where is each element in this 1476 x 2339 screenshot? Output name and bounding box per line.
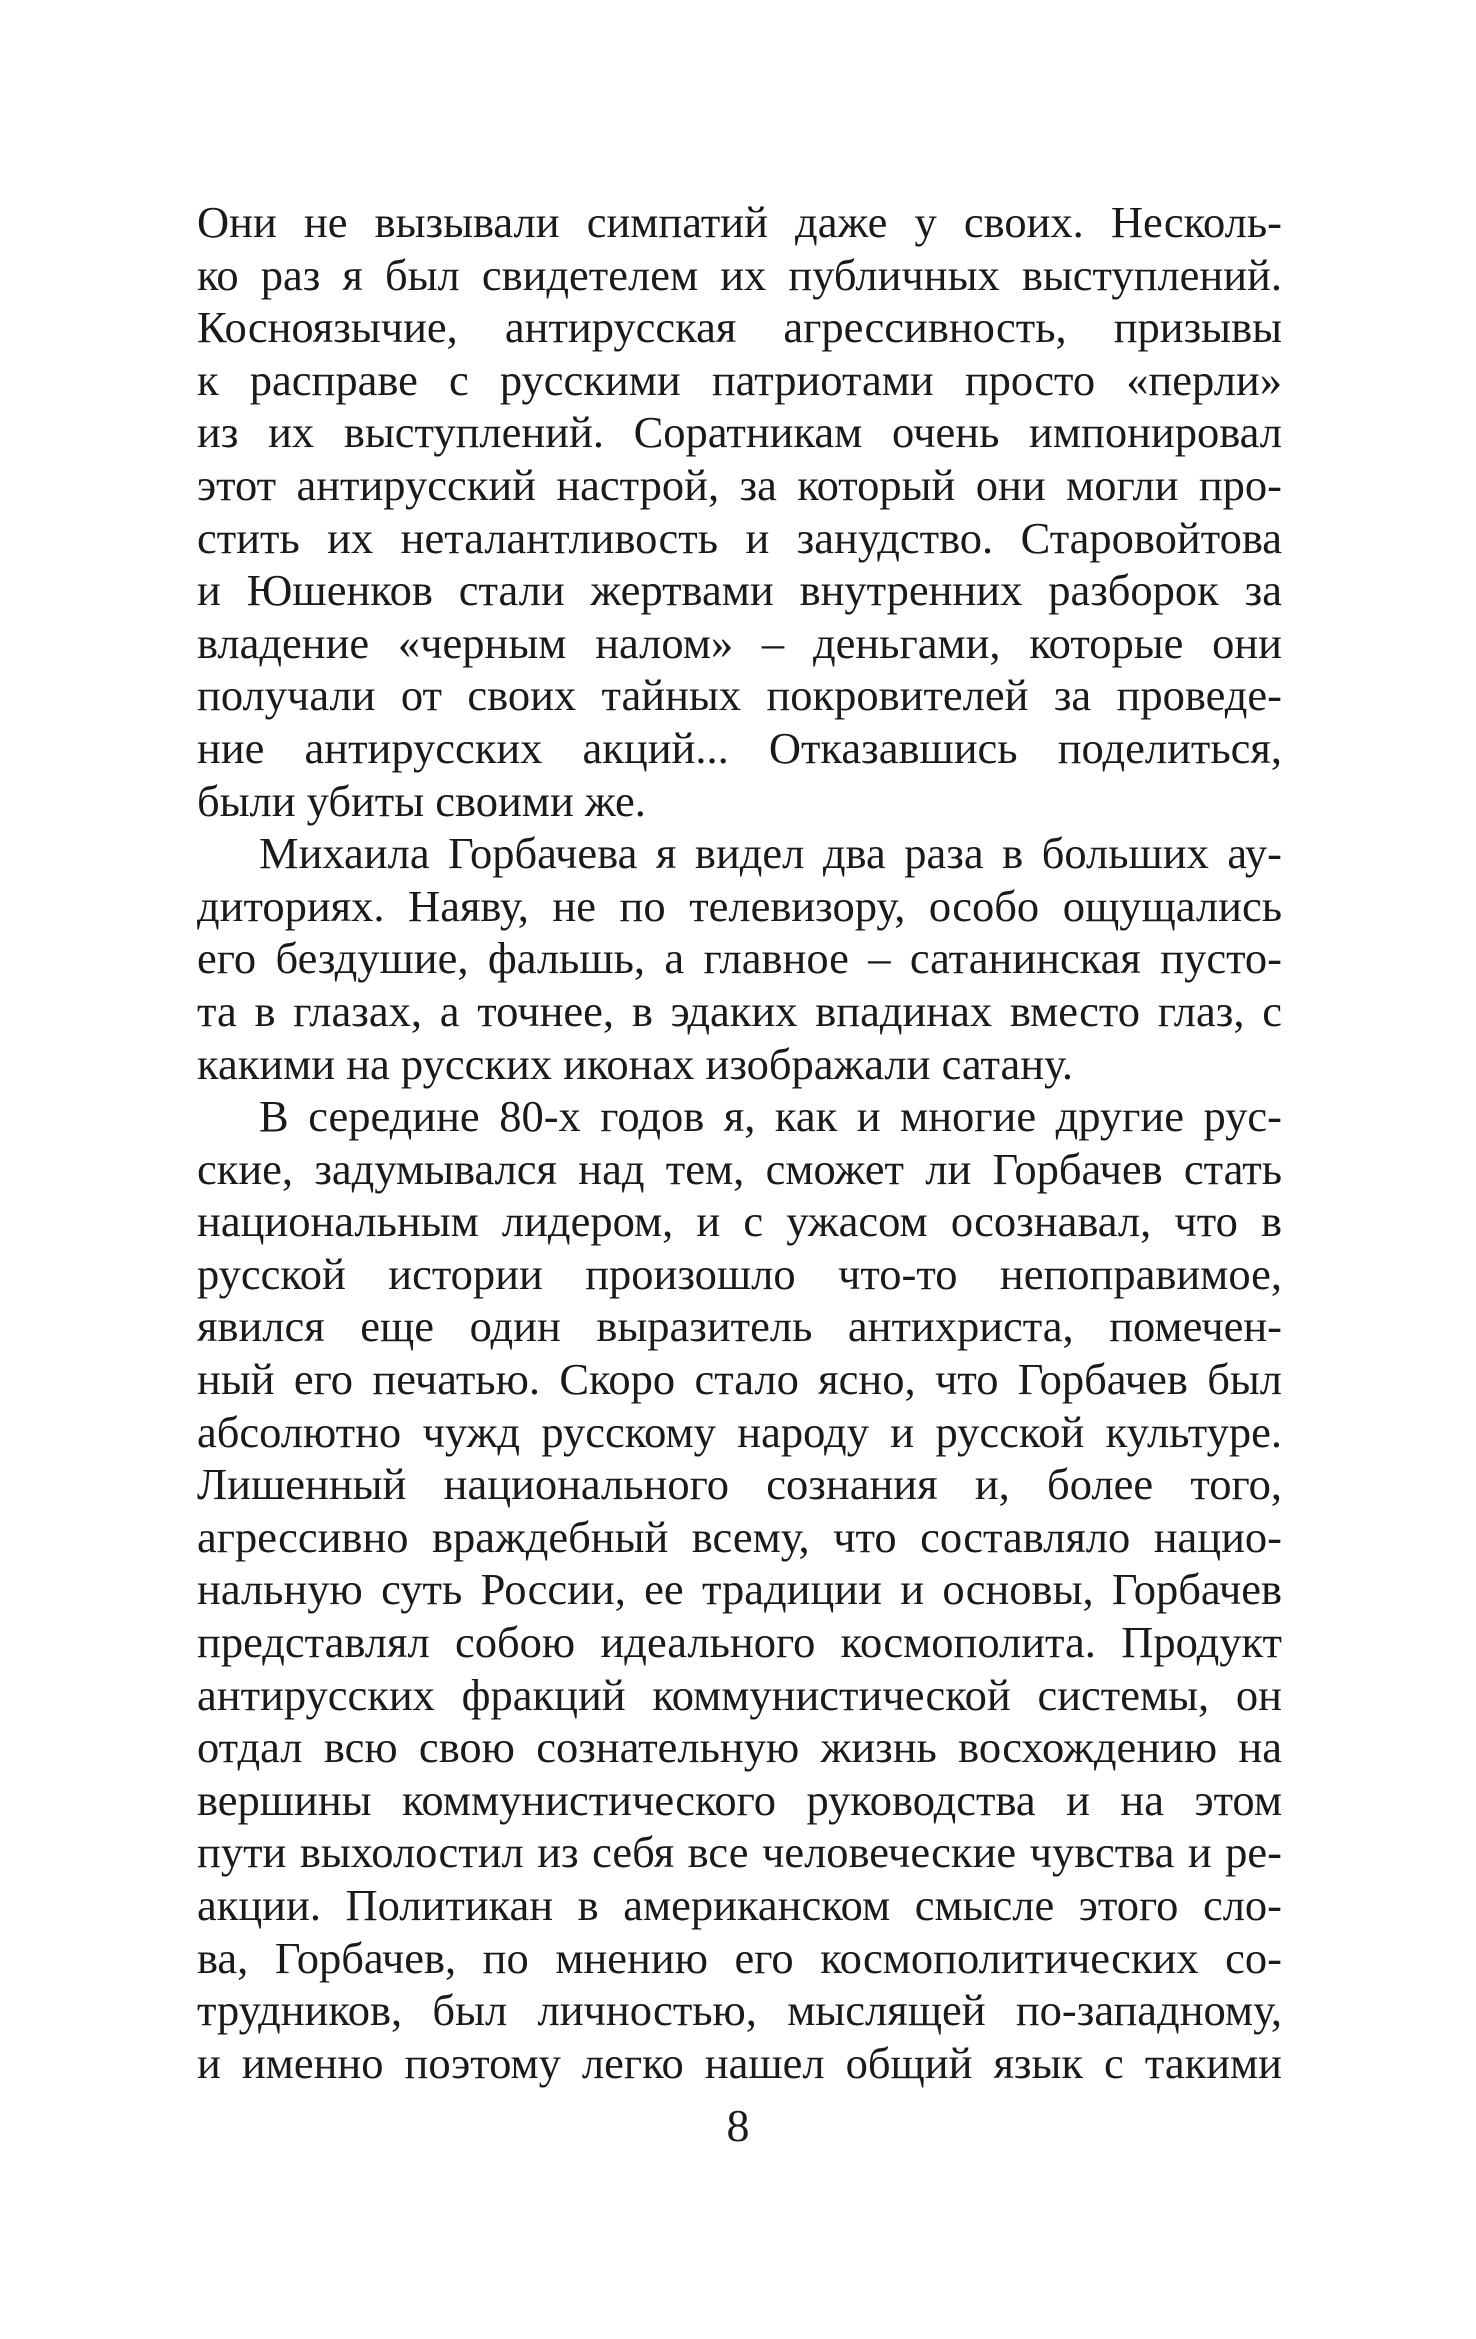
- page-number: 8: [726, 2100, 750, 2151]
- text-line: Лишенный национального сознания и, более того,: [197, 1459, 1282, 1510]
- text-line: пути выхолостил из себя все человеческие чувства и ре-: [197, 1827, 1282, 1878]
- text-line: русской истории произошло что-то непоправимое,: [197, 1248, 1282, 1299]
- text-line: диториях. Наяву, не по телевизору, особо ощущались: [197, 880, 1282, 931]
- text-line: и именно поэтому легко нашел общий язык с такими: [197, 2037, 1282, 2088]
- text-line: представлял собою идеального космополита. Продукт: [197, 1617, 1282, 1668]
- text-line: антирусских фракций коммунистической системы, он: [197, 1669, 1282, 1720]
- text-line: стить их неталантливость и занудство. Старовойтова: [197, 512, 1282, 563]
- text-line: из их выступлений. Соратникам очень импонировал: [197, 407, 1282, 458]
- text-line: абсолютно чужд русскому народу и русской культуре.: [197, 1406, 1282, 1457]
- paragraph-3: [197, 1090, 1282, 2089]
- text-line: трудников, был личностью, мыслящей по-западному,: [197, 1985, 1282, 2036]
- text-line: владение «черным налом» – деньгами, которые они: [197, 617, 1282, 668]
- text-line: к расправе с русскими патриотами просто «перли»: [197, 354, 1282, 405]
- text-line: и Юшенков стали жертвами внутренних разборок за: [197, 565, 1282, 616]
- text-line: ва, Горбачев, по мнению его космополитических со-: [197, 1932, 1282, 1983]
- text-line: национальным лидером, и с ужасом осознавал, что в: [197, 1196, 1282, 1247]
- paragraph-2: [197, 827, 1282, 1090]
- text-line: вершины коммунистического руководства и на этом: [197, 1774, 1282, 1825]
- text-line: какими на русских иконах изображали сатану.: [197, 1038, 1073, 1089]
- text-line: получали от своих тайных покровителей за проведе-: [197, 670, 1282, 721]
- text-line: ние антирусских акций... Отказавшись поделиться,: [197, 722, 1282, 773]
- text-line: его бездушие, фальшь, а главное – сатанинская пусто-: [197, 933, 1282, 984]
- text-line: этот антирусский настрой, за который они могли про-: [197, 459, 1282, 510]
- text-line: Михаила Горбачева я видел два раза в больших ау-: [259, 828, 1282, 879]
- text-line: та в глазах, а точнее, в эдаких впадинах вместо глаз, с: [197, 985, 1282, 1036]
- text-line: отдал всю свою сознательную жизнь восхождению на: [197, 1722, 1282, 1773]
- text-line: Косноязычие, антирусская агрессивность, призывы: [197, 302, 1282, 353]
- text-line: акции. Политикан в американском смысле этого сло-: [197, 1880, 1282, 1930]
- text-line: ный его печатью. Скоро стало ясно, что Горбачев был: [197, 1354, 1282, 1405]
- text-line: агрессивно враждебный всему, что составляло нацио-: [197, 1511, 1282, 1562]
- text-line: ко раз я был свидетелем их публичных выступлений.: [197, 249, 1282, 300]
- body-text: [197, 196, 1282, 2089]
- text-line: были убиты своими же.: [197, 775, 646, 826]
- text-line: нальную суть России, ее традиции и основы, Горбачев: [197, 1564, 1282, 1615]
- text-line: явился еще один выразитель антихриста, помечен-: [197, 1301, 1282, 1352]
- text-line: Они не вызывали симпатий даже у своих. Несколь-: [197, 197, 1282, 247]
- text-line: ские, задумывался над тем, сможет ли Горбачев стать: [197, 1143, 1282, 1194]
- paragraph-1: [197, 196, 1282, 827]
- text-line: В середине 80-х годов я, как и многие другие рус-: [259, 1091, 1282, 1142]
